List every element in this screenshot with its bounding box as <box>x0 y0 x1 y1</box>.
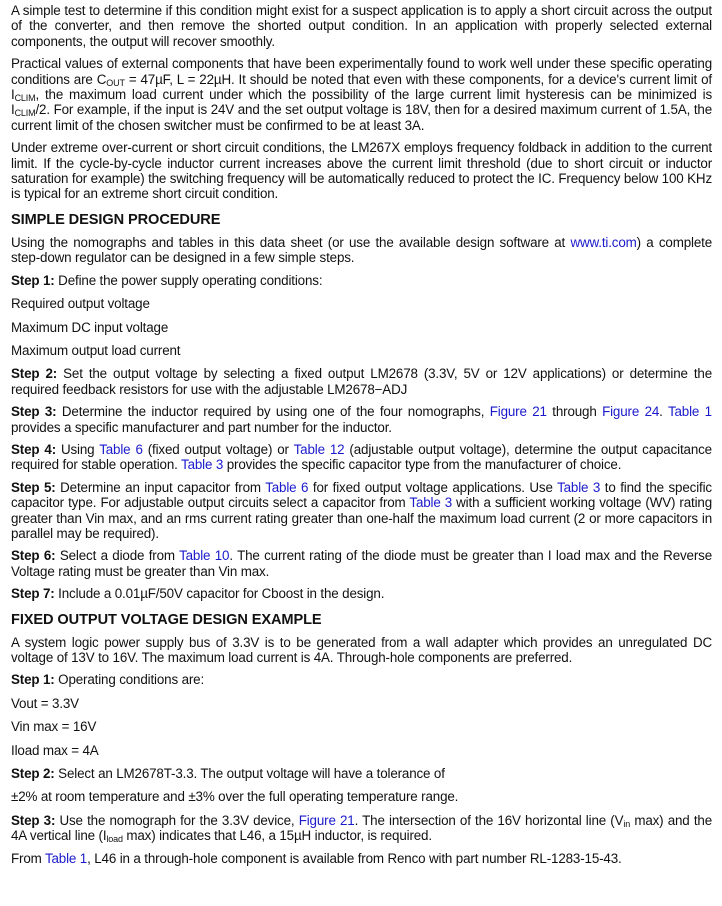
text-span: Using the nomographs and tables in this data sheet (or use the available design software at <box>11 234 571 250</box>
text-span: Define the power supply operating conditions: <box>54 272 323 288</box>
step-label: Step 5: <box>11 479 56 495</box>
text-span: . <box>659 404 668 420</box>
fixed-step-1 <box>11 672 712 687</box>
text-span: max) and the 4A vertical line (I <box>11 812 712 844</box>
text-span: Determine an input capacitor from <box>55 479 266 495</box>
table-1-link[interactable]: Table 1 <box>667 404 712 420</box>
simple-design-intro <box>11 235 712 266</box>
step-label: Step 2: <box>11 766 55 782</box>
step-label: Step 7: <box>11 586 55 602</box>
simple-step-1 <box>11 273 712 288</box>
step-label: Step 1: <box>11 672 55 688</box>
subscript: CLIM <box>14 93 36 104</box>
fixed-example-intro: A system logic power supply bus of 3.3V is to be generated from a wall adapter which provides an unregulated DC voltage of 13V to 16V. The maximum load current is 4A. Through-hole components are preferred. <box>11 634 712 665</box>
text-span: ) a complete step-down regulator can be designed in a few simple steps. <box>11 234 712 266</box>
table-3-link[interactable]: Table 3 <box>409 495 453 511</box>
step-label: Step 4: <box>11 441 56 457</box>
text-span: provides the specific capacitor type from the manufacturer of choice. <box>223 457 622 473</box>
text-span: Include a 0.01µF/50V capacitor for Cboost in the design. <box>54 586 385 602</box>
subscript: CLIM <box>14 108 36 119</box>
text-span: Use the nomograph for the 3.3V device, <box>55 812 299 828</box>
subscript: OUT <box>106 77 125 88</box>
table-12-link[interactable]: Table 12 <box>293 441 345 457</box>
text-span: . The current rating of the diode must be greater than I load max and the Reverse Voltage rating must be greater than Vin max. <box>11 548 712 579</box>
step-label: Step 1: <box>11 272 55 288</box>
fixed-step-3 <box>11 813 712 844</box>
step-label: Step 2: <box>11 366 58 382</box>
text-span: to find the specific capacitor type. For adjustable output circuits select a capacitor from <box>11 479 712 511</box>
simple-step-7 <box>11 586 712 601</box>
simple-step-4 <box>11 442 712 473</box>
intro-paragraph-short-circuit-test: A simple test to determine if this condition might exist for a suspect application is to apply a short circuit across the output of the converter, and then remove the shorted output condition. In an application with properly selected external components, the output will recover smoothly. <box>11 3 712 49</box>
simple-step-5 <box>11 480 712 542</box>
text-span: provides a specific manufacturer and part number for the inductor. <box>11 419 392 435</box>
text-span: , the maximum load current under which the possibility of the large current limit hysteresis can be minimized is I <box>11 87 712 118</box>
text-span: Practical values of external components that have been experimentally found to work well under these specific operating conditions are C <box>11 56 712 87</box>
text-span: Set the output voltage by selecting a fixed output LM2678 (3.3V, 5V or 12V applications) or determine the required feedback resistors for use with the adjustable LM2678−ADJ <box>11 366 712 397</box>
table-3-link[interactable]: Table 3 <box>181 457 224 473</box>
text-span: Using <box>56 441 100 457</box>
text-span: , L46 in a through-hole component is available from Renco with part number RL-1283-15-43. <box>87 850 622 866</box>
step-label: Step 3: <box>11 404 57 420</box>
step-label: Step 6: <box>11 548 56 564</box>
simple-step-6 <box>11 548 712 579</box>
text-span: with a sufficient working voltage (WV) rating greater than Vin max, and an rms current rating greater than one-half the maximum load current (2 or more capacitors in parallel may be required). <box>11 495 713 541</box>
text-span: /2. For example, if the input is 24V and the set output voltage is 18V, then for a desired maximum current of 1.5A, the current limit of the chosen switcher must be confirmed to be at least 3A. <box>11 102 712 133</box>
section-heading-simple-design: SIMPLE DESIGN PROCEDURE <box>11 211 221 228</box>
text-span: From <box>11 850 45 866</box>
table-10-link[interactable]: Table 10 <box>179 548 230 564</box>
table-6-link[interactable]: Table 6 <box>265 479 309 495</box>
text-span: (fixed output voltage) or <box>142 441 294 457</box>
text-span: Select a diode from <box>55 548 180 564</box>
table-3-link[interactable]: Table 3 <box>557 479 601 495</box>
text-span: through <box>546 404 603 420</box>
fixed-from-table-1 <box>11 851 712 866</box>
text-span: Operating conditions are: <box>54 672 205 688</box>
figure-21-link[interactable]: Figure 21 <box>298 812 355 828</box>
section-heading-fixed-output-example: FIXED OUTPUT VOLTAGE DESIGN EXAMPLE <box>11 611 322 628</box>
text-span: = 47µF, L = 22µH. It should be noted that even with these components, for a device's current limit of I <box>11 71 712 103</box>
table-1-link[interactable]: Table 1 <box>44 850 88 866</box>
ti-website-link[interactable]: www.ti.com <box>570 234 637 250</box>
intro-paragraph-practical-values <box>11 56 712 133</box>
text-span: for fixed output voltage applications. Use <box>308 479 558 495</box>
condition-item: Vout = 3.3V <box>11 695 79 711</box>
fixed-step-2-tolerance: ±2% at room temperature and ±3% over the full operating temperature range. <box>11 789 459 805</box>
intro-paragraph-frequency-foldback: Under extreme over-current or short circuit conditions, the LM267X employs frequency foldback in addition to the current limit. If the cycle-by-cycle inductor current increases above the current limit threshold (due to short circuit or inductor saturation for example) the switching frequency will be automatically reduced to protect the IC. Frequency below 100 KHz is typical for an extreme short circuit condition. <box>11 140 712 202</box>
simple-step-2 <box>11 366 712 397</box>
condition-item: Iload max = 4A <box>11 742 99 758</box>
figure-24-link[interactable]: Figure 24 <box>602 404 660 420</box>
fixed-step-2 <box>11 766 712 781</box>
text-span: max) indicates that L46, a 15µH inductor, is required. <box>122 828 432 844</box>
condition-item: Vin max = 16V <box>11 719 97 735</box>
text-span: Select an LM2678T-3.3. The output voltage will have a tolerance of <box>54 766 445 782</box>
step-label: Step 3: <box>11 812 56 828</box>
text-span: . The intersection of the 16V horizontal line (V <box>354 812 624 828</box>
text-span: (adjustable output voltage), determine the output capacitance required for stable operation. <box>11 441 712 473</box>
condition-item: Maximum DC input voltage <box>11 319 169 335</box>
figure-21-link[interactable]: Figure 21 <box>489 404 547 420</box>
subscript: in <box>623 818 631 829</box>
condition-item: Maximum output load current <box>11 342 181 358</box>
simple-step-3 <box>11 404 712 435</box>
condition-item: Required output voltage <box>11 296 150 312</box>
text-span: Determine the inductor required by using one of the four nomographs, <box>56 404 490 420</box>
subscript: load <box>106 834 123 845</box>
table-6-link[interactable]: Table 6 <box>99 441 143 457</box>
